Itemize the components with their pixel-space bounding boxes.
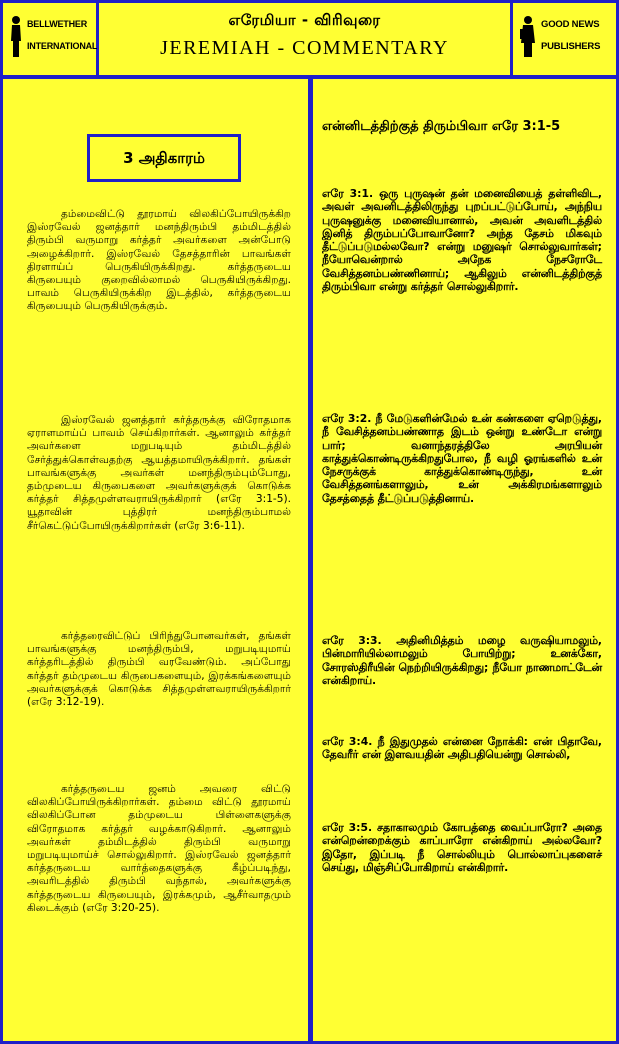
logo-right-line2: PUBLISHERS bbox=[541, 41, 601, 52]
verses-column bbox=[313, 79, 616, 1041]
summary-paragraph: இஸ்ரவேல் ஜனத்தார் கர்த்தருக்கு விரோதமாக ஏராளமாய்ப் பாவம் செய்கிறார்கள். ஆனாலும் கர்த்தர் அவர்களை மறுபடியும் தம்மிடத்தில் சேர்த்துக்கொள்வதற்கு ஆயத்தமாயிருக்கிறார். தங்கள் பாவங்களுக்கு அவர்கள் மனந்திரும்பும்போது, தம்முடைய கிருபைகளை அவர்களுக்குக் கொடுக்க கர்த்தர் சித்தமுள்ளவராயிருக்கிறார் (எரே 3:1-5). யூதாவின் புத்திரர் மனந்திரும்பாமல் சீர்கெட்டுப்போயிருக்கிறார்கள் (எரே 3:6-11). bbox=[27, 414, 291, 532]
summary-column bbox=[3, 79, 308, 1041]
good-news-logo bbox=[513, 3, 616, 75]
verse-paragraph: எரே 3:5. சதாகாலமும் கோபத்தை வைப்பாரோ? அதை என்றென்றைக்கும் காப்பாரோ என்கிறாய் அல்லவோ? இதோ, இப்படி நீ சொல்லியும் பொல்லாப்புகளைச் செய்து, மிஞ்சிப்போகிறாய் என்கிறார். bbox=[322, 821, 602, 874]
verse-paragraph: எரே 3:3. அதினிமித்தம் மழை வருஷியாமலும், பின்மாரியில்லாமலும் போயிற்று; உனக்கோ, சோரஸ்திரீயின் நெற்றியிருக்கிறது; நீயோ நாணமாட்டேன் என்கிறாய். bbox=[322, 634, 602, 687]
logo-left-line2: INTERNATIONAL bbox=[27, 41, 98, 51]
figure-icon bbox=[519, 15, 537, 59]
verse-paragraph: எரே 3:4. நீ இதுமுதல் என்னை நோக்கி: என் பிதாவே, தேவரீர் என் இளவயதின் அதிபதியென்று சொல்லி, bbox=[322, 735, 602, 762]
logo-right-line1: GOOD NEWS bbox=[541, 19, 600, 30]
section-heading: என்னிடத்திற்குத் திரும்பிவா எரே 3:1-5 bbox=[322, 119, 561, 134]
title-english: JEREMIAH - COMMENTARY bbox=[160, 37, 449, 59]
summary-paragraph: கர்த்தரைவிட்டுப் பிரிந்துபோனவர்கள், தங்கள் பாவங்களுக்கு மனந்திரும்பி, மறுபடியுமாய் கர்த்தரிடத்தில் திரும்பி வரவேண்டும். அப்போது கர்த்தர் தம்முடைய கிருபைகளையும், இரக்கங்களையும் அவர்களுக்குக் கொடுக்க சித்தமுள்ளவராயிருக்கிறார் (எரே 3:12-19). bbox=[27, 630, 291, 709]
summary-paragraph: கர்த்தருடைய ஜனம் அவரை விட்டு விலகிப்போயிருக்கிறார்கள். தம்மை விட்டு தூரமாய் விலகிப்போன தம்முடைய பிள்ளைகளுக்கு விரோதமாக கர்த்தர் வழக்காடுகிறார். ஆனாலும் அவர்கள் தம்மிடத்தில் திரும்பி வருமாறு மறுபடியுமாய்ச் சொல்லுகிறார். இஸ்ரவேல் ஜனத்தார் கர்த்தருடைய வார்த்தைகளுக்கு கீழ்ப்படிந்து, அவரிடத்தில் திரும்பி வந்தால், அவர்களுக்கு கர்த்தருடைய கிருபையும், இரக்கமும், ஆசீர்வாதமும் கிடைக்கும் (எரே 3:20-25). bbox=[27, 783, 291, 914]
bellwether-logo bbox=[3, 3, 96, 75]
page-header bbox=[99, 3, 510, 75]
verse-paragraph: எரே 3:2. நீ மேடுகளின்மேல் உன் கண்களை ஏறெடுத்து, நீ வேசித்தனம்பண்ணாத இடம் ஒன்று உண்டோ என்று பார்; வனாந்தரத்திலே அரபியன் காத்துக்கொண்டிருக்கிறதுபோல, நீ வழி ஓரங்களில் உன் நேசருக்குக் காத்துக்கொண்டிருந்து, உன் வேசித்தனங்களாலும், உன் அக்கிரமங்களாலும் தேசத்தைத் தீட்டுப்படுத்தினாய். bbox=[322, 412, 602, 505]
figure-icon bbox=[9, 15, 23, 59]
chapter-title: 3 அதிகாரம் bbox=[87, 134, 241, 182]
title-tamil: எரேமியா - விரிவுரை bbox=[228, 11, 381, 29]
summary-paragraph: தம்மைவிட்டு தூரமாய் விலகிப்போயிருக்கிற இஸ்ரவேல் ஜனத்தார் மனந்திரும்பி தம்மிடத்தில் திரும்பி வருமாறு கர்த்தர் அவர்களை அன்போடு அழைக்கிறார். இஸ்ரவேல் தேசத்தாரின் பாவங்கள் திரளாய்ப் பெருகியிருக்கிறது. கர்த்தருடைய கிருபையும் குறைவில்லாமல் பெருகியிருக்கிறது. பாவம் பெருகியிருக்கிற இடத்தில், கர்த்தருடைய கிருபையும் பெருகியிருக்கும். bbox=[27, 208, 291, 313]
logo-left-line1: BELLWETHER bbox=[27, 19, 87, 29]
verse-paragraph: எரே 3:1. ஒரு புருஷன் தன் மனைவியைத் தள்ளிவிட, அவள் அவனிடத்திலிருந்து புறப்பட்டுப்போய், அந்நிய புருஷனுக்கு மனைவியானால், அவன் அவளிடத்தில் இனித் திரும்பப்போவானோ? அந்த தேசம் மிகவும் தீட்டுப்படுமல்லவோ? என்று மனுஷர் சொல்லுவார்கள்; நீயோவென்றால் அநேக நேசரோடே வேசித்தனம்பண்ணினாய்; ஆகிலும் என்னிடத்திற்குத் திரும்பிவா என்று கர்த்தர் சொல்லுகிறார். bbox=[322, 187, 602, 294]
